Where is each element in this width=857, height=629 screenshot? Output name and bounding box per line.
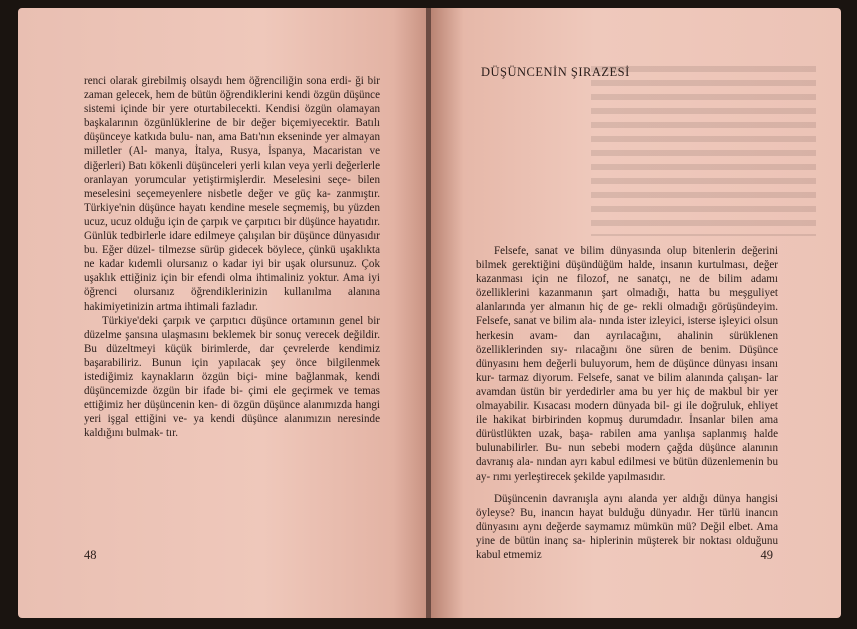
right-paragraph-2: Düşüncenin davranışla aynı alanda yer aldığı dünya hangisi öyleyse? Bu, inancın hayat bulduğu dünyadır. Her türlü inancın dünyasını aynı değerde saymamız mümkün mü? Değil elbet. Ama yine de bütün inanç sa- hiplerinin müşterek bir noktası olduğunu kabul etmemiz <box>476 492 778 561</box>
left-page-body <box>84 74 380 440</box>
right-page <box>431 8 841 618</box>
right-paragraph-1: Felsefe, sanat ve bilim dünyasında olup bitenlerin değerini bilmek gerektiğini düşündüğüm halde, insanın kurtulması, değer kazanması için ne filozof, ne sanatçı, ne de bilim adamı özelliklerini kazanmanın şart olmadığı, hatta bu meşguliyet alanlarında yer almanın hiç de ge- rekli olmadığı görüşündeyim. Felsefe, sanat ve bilim ala- nında ister izleyici, isterse işleyici olsun herkesin avam- dan ayrılacağını, ahalinin sürüklenen özelliklerinden sıy- rılacağını öne süren de benim. Düşünce dünyasını hem değerli buluyorum, hem de düşünce dünyası insanı kur- tarmaz diyorum. Felsefe, sanat ve bilim alanında çalışan- lar avamdan üstün bir yerdedirler ama bu yer hiç de makbul bir yer olmayabilir. Kısacası modern dünyada bil- gi ile doğruluk, ehliyet ile hakikat birbirinden kopmuş durumdadır. İnsanlar bilen ama dürüstlükten uzak, başa- rabilen ama yanlışa saplanmış halde bulunabilirler. Bu- nun sebebi modern çağda düşünce alanının davranış ala- nından ayrı kabul edilmesi ve bütün düzenlemenin bu ay- rımı yerleştirecek şekilde yapılmasıdır. <box>476 245 778 483</box>
right-page-body <box>476 244 778 562</box>
right-page-number: 49 <box>760 548 773 562</box>
running-header: DÜŞÜNCENİN ŞIRAZESİ <box>481 65 630 79</box>
left-paragraph-2: Türkiye'deki çarpık ve çarpıtıcı düşünce ortamının genel bir düzelme şansına ulaşmasını beklemek bir sonuç verecek değildir. Bu düzeltmeyi küçük birimlerde, dar çevrelerde kendimiz başarabiliriz. Bunun için yapılacak şey önce bilgilenmek istediğimiz kaynakların özgün biçi- mine bağlanmak, kendi düşüncemizde özgün bir ifade bi- çimi ele geçirmek ve temas ettiğimiz her düşüncenin ken- di özgün düşünce alanımızda hangi yeri işgal ettiğini ve- ya kendi düşünce alanımızın neresinde kaldığını bulmak- tır. <box>84 314 380 440</box>
left-page <box>18 8 426 618</box>
left-page-number: 48 <box>84 548 97 562</box>
left-paragraph-1: renci olarak girebilmiş olsaydı hem öğrenciliğin sona erdi- ği bir zaman gelecek, hem de bütün öğrendiklerini kendi özgün düşünce sistemi içinde bir yere oturtabilecekti. Kendisi özgün olamayan başkalarının özgünlüklerine de bir değer biçemiyecektir. Batılı düşünceye katkıda bulu- nan, ama Batı'nın ekseninde yer almayan milletler (Al- manya, İtalya, Rusya, İspanya, Macaristan ve diğerleri) Batı kökenli düşünceleri yerli kılan veya yerli değerlerle oranlayan yorumcular yetiştirmişlerdir. Meselesini seçe- bilen meselesini seçemeyenlere nisbetle değer ve güç ka- zanmıştır. Türkiye'nin düşünce hayatı kendine mesele seçmemiş, bu yüzden ucuz, ucuz olduğu için de çarpık ve çarpıtıcı bir düşünce hayatıdır. Günlük tedbirlerle idare edilmeye çalışılan bir düşünce dünyasıdır bu. Eğer düzel- tilmezse sürüp gidecek böylece, çünkü uşaklıkta ne kadar kıdemli olursanız o kadar iyi bir uşak olursunuz. Çok uşaklık ettiğiniz için bir efendi olma ihtimaliniz yoktur. Ama iyi öğrenci olursanız öğrendiklerinizin kullanılma alanına hakimiyetinizin artma ihtimali fazladır. <box>84 75 380 313</box>
bleed-through-text <box>591 66 816 236</box>
